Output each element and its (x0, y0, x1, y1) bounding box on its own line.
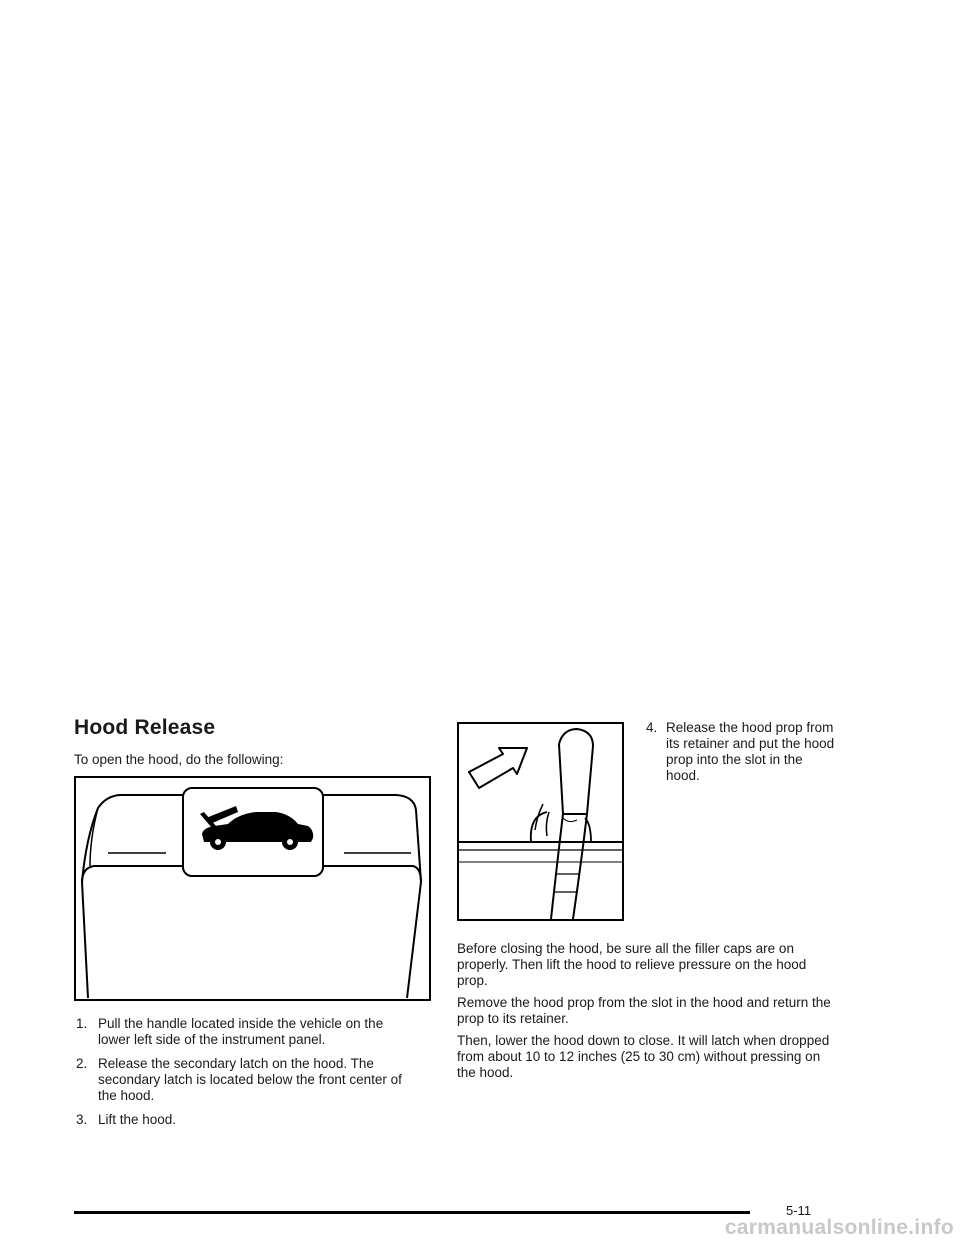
hood-release-handle-figure (74, 776, 431, 1001)
hood-prop-figure (457, 722, 624, 921)
step-1-number: 1. (76, 1016, 88, 1031)
step-1 (76, 1016, 416, 1048)
step-1-text: Pull the handle located inside the vehicle on the lower left side of the instrument panel. (98, 1016, 384, 1047)
step-4-number: 4. (646, 720, 658, 735)
hood-prop-illustration (459, 724, 622, 919)
paragraph-before-closing: Before closing the hood, be sure all the filler caps are on properly. Then lift the hood to relieve pressure on the hood prop. (457, 941, 807, 988)
intro-text: To open the hood, do the following: (74, 752, 284, 767)
step-4 (646, 720, 836, 784)
paragraph-remove-prop: Remove the hood prop from the slot in the hood and return the prop to its retainer. (457, 995, 831, 1026)
paragraph-lower-hood: Then, lower the hood down to close. It will latch when dropped from about 10 to 12 inches (25 to 30 cm) without pressing on the hood. (457, 1033, 830, 1080)
step-3-number: 3. (76, 1112, 88, 1127)
hood-release-handle-illustration (76, 778, 429, 999)
step-3 (76, 1112, 416, 1128)
footer-rule (74, 1211, 750, 1214)
page-number: 5-11 (786, 1203, 812, 1218)
arrow-right-icon (469, 748, 527, 788)
section-title: Hood Release (74, 716, 216, 739)
step-3-text: Lift the hood. (98, 1112, 177, 1127)
step-2 (76, 1056, 416, 1104)
step-4-text: Release the hood prop from its retainer and put the hood prop into the slot in the hood. (666, 720, 835, 783)
step-2-number: 2. (76, 1056, 88, 1071)
step-2-text: Release the secondary latch on the hood. The secondary latch is located below the front center of the hood. (98, 1056, 402, 1103)
watermark-text: carmanualsonline.info (724, 1216, 954, 1239)
